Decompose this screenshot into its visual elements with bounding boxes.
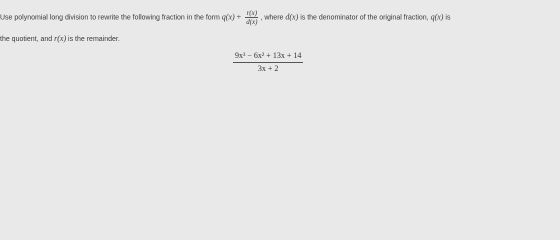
form-fraction: [245, 9, 258, 26]
quotient-symbol: q(x): [430, 12, 444, 22]
remainder-symbol: r(x): [54, 34, 67, 43]
instruction-text: , where: [260, 14, 286, 22]
form-fraction-numerator: r(x): [246, 9, 258, 17]
instruction-text: Use polynomial long division to rewrite the following fraction in the form: [0, 14, 222, 22]
instruction-text: is the denominator of the original fraction,: [298, 14, 431, 22]
fraction-denominator: 3x + 2: [257, 64, 279, 73]
form-fraction-denominator: d(x): [246, 18, 258, 26]
instruction-line-2: [0, 34, 120, 45]
plus-sign: +: [234, 12, 244, 22]
fraction-numerator: 9x³ − 6x² + 13x + 14: [233, 51, 303, 63]
denominator-symbol: d(x): [285, 12, 299, 22]
quotient-symbol: q(x): [221, 12, 235, 22]
instruction-text: the quotient, and: [0, 36, 55, 43]
instruction-text: is: [443, 14, 451, 22]
instruction-text: is the remainder.: [66, 36, 120, 43]
instruction-line-1: [0, 9, 450, 26]
polynomial-fraction: [233, 51, 303, 74]
